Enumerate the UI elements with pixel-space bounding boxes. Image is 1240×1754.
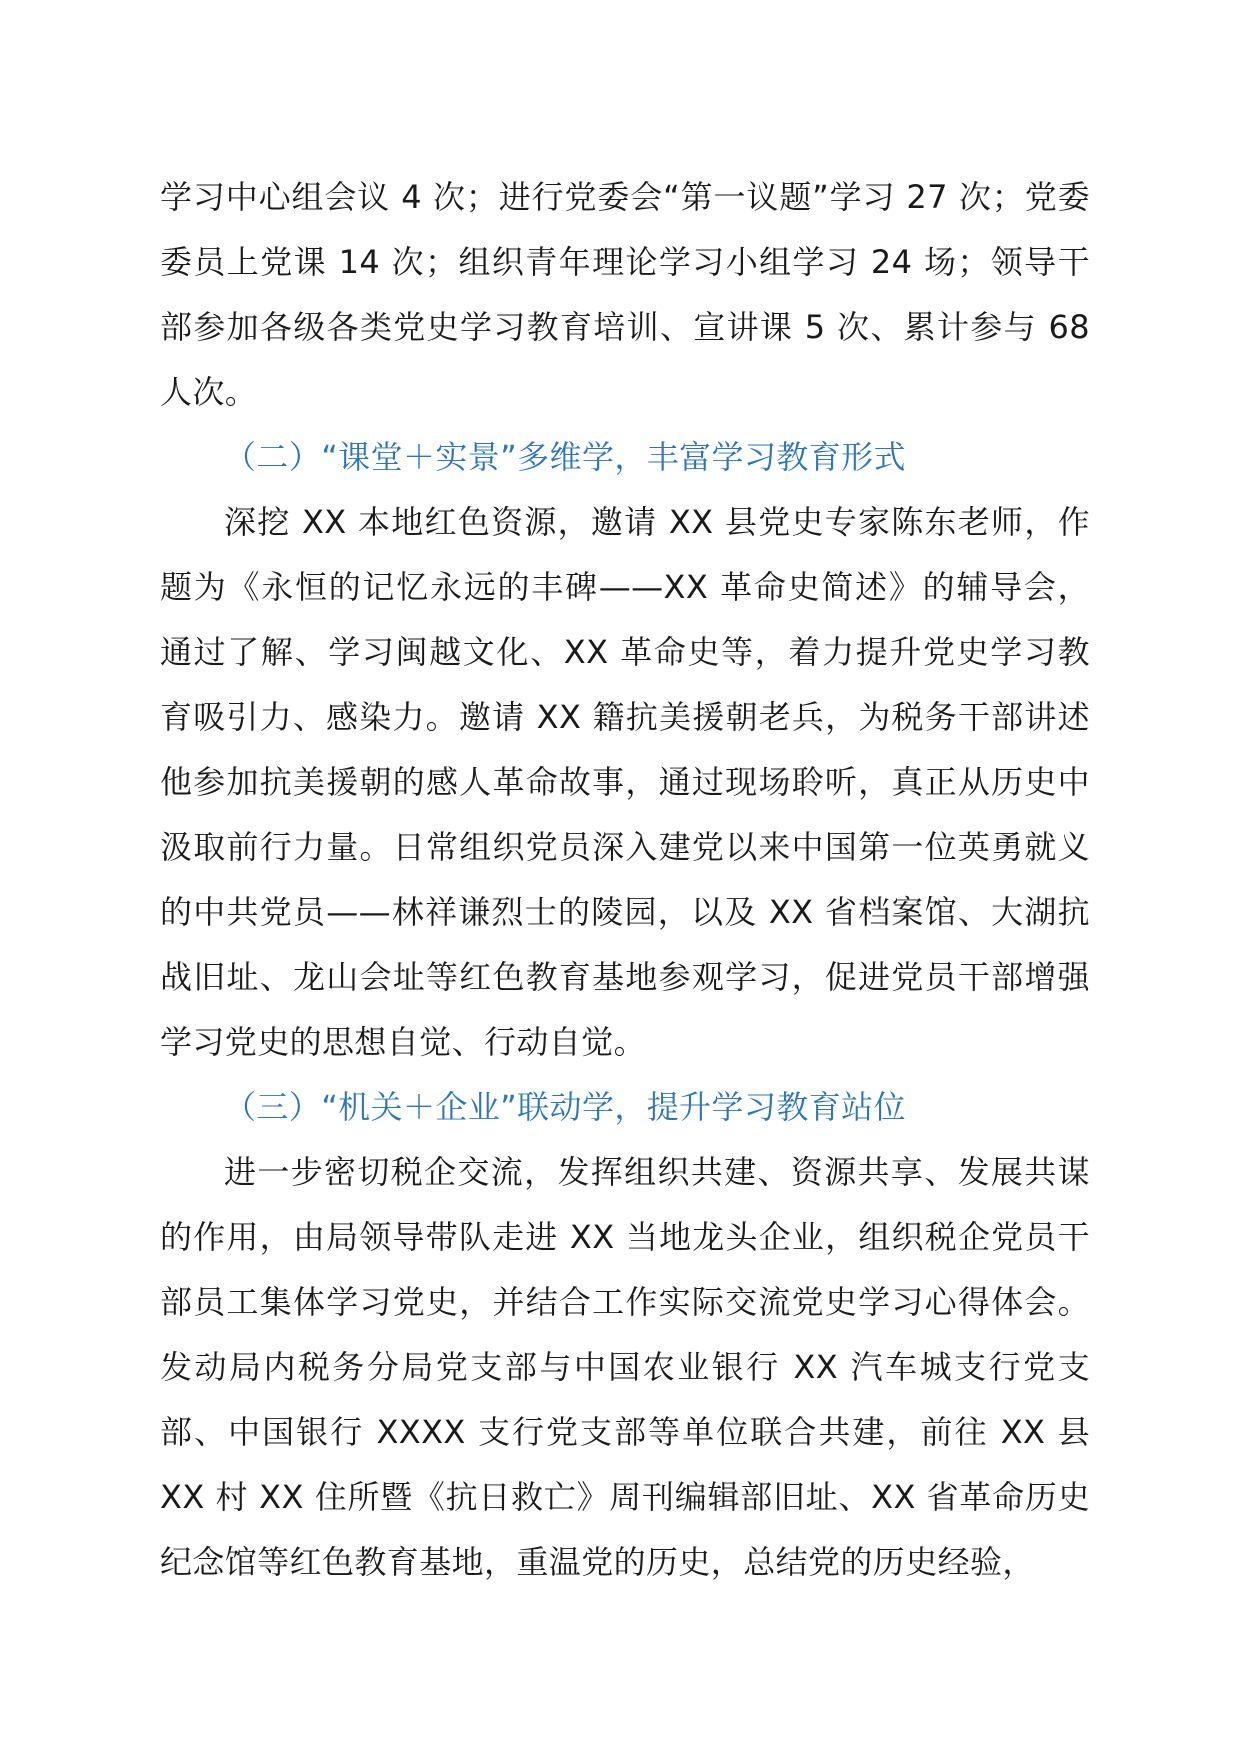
body-paragraph-2: 深挖 XX 本地红色资源，邀请 XX 县党史专家陈东老师，作题为《永恒的记忆永远的丰碑——XX 革命史简述》的辅导会，通过了解、学习闽越文化、XX 革命史等，着力提升党史学习教育吸引力、感染力。邀请 XX 籍抗美援朝老兵，为税务干部讲述他参加抗美援朝的感人革命故事，通过现场聆听，真正从历史中汲取前行力量。日常组织党员深入建党以来中国第一位英勇就义的中共党员——林祥谦烈士的陵园，以及 XX 省档案馆、大湖抗战旧址、龙山会址等红色教育基地参观学习，促进党员干部增强学习党史的思想自觉、行动自觉。	[160, 503, 1090, 1061]
document-page	[160, 165, 1090, 1595]
body-paragraph-1: 学习中心组会议 4 次；进行党委会“第一议题”学习 27 次；党委委员上党课 14 次；组织青年理论学习小组学习 24 场；领导干部参加各级各类党史学习教育培训、宣讲课 5 次、累计参与 68 人次。	[160, 178, 1090, 411]
section-heading-3: （三）“机关＋企业”联动学，提升学习教育站位	[224, 1088, 906, 1126]
section-heading-2: （二）“课堂＋实景”多维学，丰富学习教育形式	[224, 438, 906, 476]
body-paragraph-3: 进一步密切税企交流，发挥组织共建、资源共享、发展共谋的作用，由局领导带队走进 XX 当地龙头企业，组织税企党员干部员工集体学习党史，并结合工作实际交流党史学习心得体会。发动局内税务分局党支部与中国农业银行 XX 汽车城支行党支部、中国银行 XXXX 支行党支部等单位联合共建，前往 XX 县 XX 村 XX 住所暨《抗日救亡》周刊编辑部旧址、XX 省革命历史纪念馆等红色教育基地，重温党的历史，总结党的历史经验，	[160, 1153, 1090, 1581]
